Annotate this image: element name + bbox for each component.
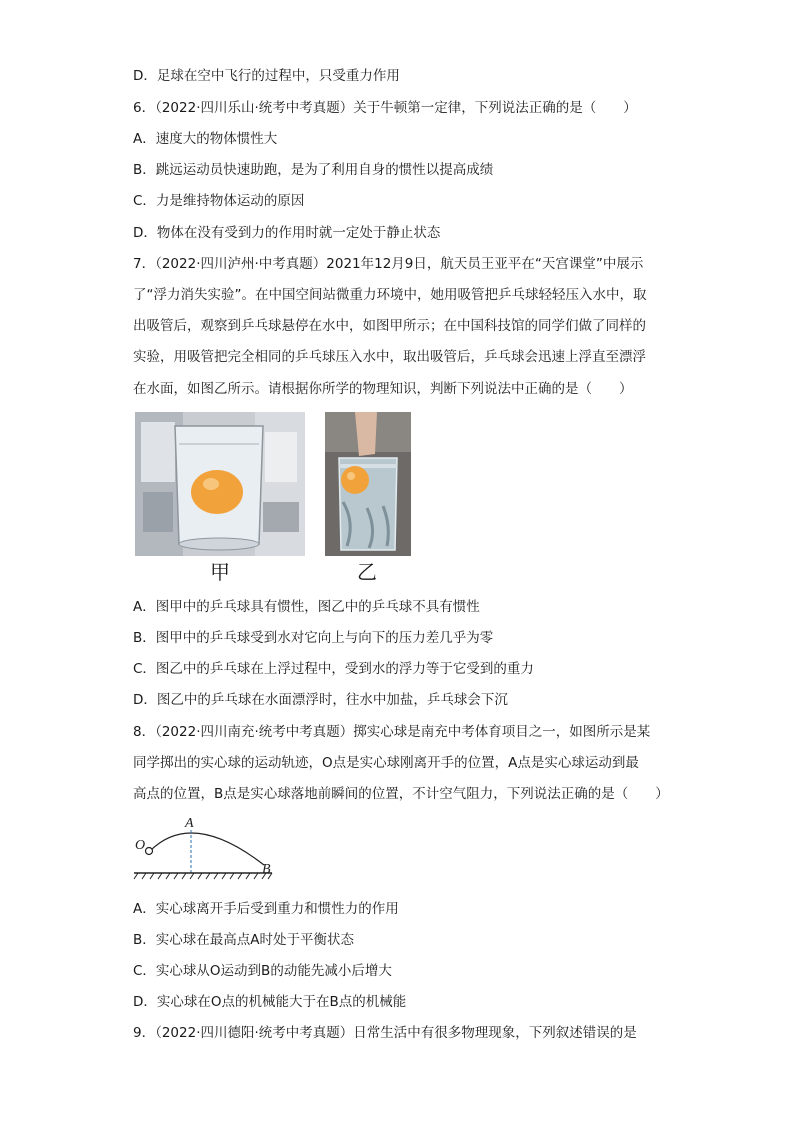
question-8-line-3: 高点的位置，B点是实心球落地前瞬间的位置，不计空气阻力，下列说法正确的是（ ） bbox=[133, 786, 669, 802]
trajectory-curve bbox=[150, 833, 264, 865]
option-8a: A．实心球离开手后受到重力和惯性力的作用 bbox=[133, 901, 399, 917]
option-8c: C．实心球从O运动到B的动能先减小后增大 bbox=[133, 963, 392, 979]
ball-o bbox=[146, 848, 153, 855]
option-6a: A．速度大的物体惯性大 bbox=[133, 131, 278, 147]
option-8b: B．实心球在最高点A时处于平衡状态 bbox=[133, 932, 354, 948]
option-6b: B．跳远运动员快速助跑，是为了利用自身的惯性以提高成绩 bbox=[133, 162, 494, 178]
photo-jia bbox=[135, 412, 305, 556]
question-6: 6．（2022·四川乐山·统考中考真题）关于牛顿第一定律，下列说法正确的是（ ） bbox=[133, 100, 637, 116]
caption-jia: 甲 bbox=[210, 560, 230, 584]
option-6d-prev: D．足球在空中飞行的过程中，只受重力作用 bbox=[133, 68, 400, 84]
option-6c: C．力是维持物体运动的原因 bbox=[133, 193, 305, 209]
question-7-line-2: 了“浮力消失实验”。在中国空间站微重力环境中，她用吸管把乒乓球轻轻压入水中，取 bbox=[133, 287, 647, 303]
question-7-line-1: 7．（2022·四川泸州·中考真题）2021年12月9日，航天员王亚平在“天宫课堂”中展示 bbox=[133, 256, 644, 272]
question-9: 9．（2022·四川德阳·统考中考真题）日常生活中有很多物理现象，下列叙述错误的是 bbox=[133, 1025, 637, 1041]
question-8-line-1: 8．（2022·四川南充·统考中考真题）掷实心球是南充中考体育项目之一，如图所示是某 bbox=[133, 724, 651, 740]
option-6d: D．物体在没有受到力的作用时就一定处于静止状态 bbox=[133, 225, 441, 241]
question-7-line-5: 在水面，如图乙所示。请根据你所学的物理知识，判断下列说法中正确的是（ ） bbox=[133, 381, 633, 397]
question-7-line-4: 实验，用吸管把完全相同的乒乓球压入水中，取出吸管后，乒乓球会迅速上浮直至漂浮 bbox=[133, 349, 646, 365]
option-7a: A．图甲中的乒乓球具有惯性，图乙中的乒乓球不具有惯性 bbox=[133, 599, 480, 615]
label-b: B bbox=[262, 862, 271, 877]
caption-yi: 乙 bbox=[357, 560, 377, 584]
trajectory-diagram bbox=[130, 815, 290, 885]
option-8d: D．实心球在O点的机械能大于在B点的机械能 bbox=[133, 994, 407, 1010]
label-a: A bbox=[185, 816, 194, 831]
question-8-line-2: 同学掷出的实心球的运动轨迹，O点是实心球刚离开手的位置，A点是实心球运动到最 bbox=[133, 755, 639, 771]
option-7c: C．图乙中的乒乓球在上浮过程中，受到水的浮力等于它受到的重力 bbox=[133, 661, 534, 677]
option-7b: B．图甲中的乒乓球受到水对它向上与向下的压力差几乎为零 bbox=[133, 630, 494, 646]
option-7d: D．图乙中的乒乓球在水面漂浮时，往水中加盐，乒乓球会下沉 bbox=[133, 692, 508, 708]
question-7-line-3: 出吸管后，观察到乒乓球悬停在水中，如图甲所示；在中国科技馆的同学们做了同样的 bbox=[133, 318, 646, 334]
label-o: O bbox=[135, 838, 146, 853]
photo-yi bbox=[325, 412, 411, 556]
